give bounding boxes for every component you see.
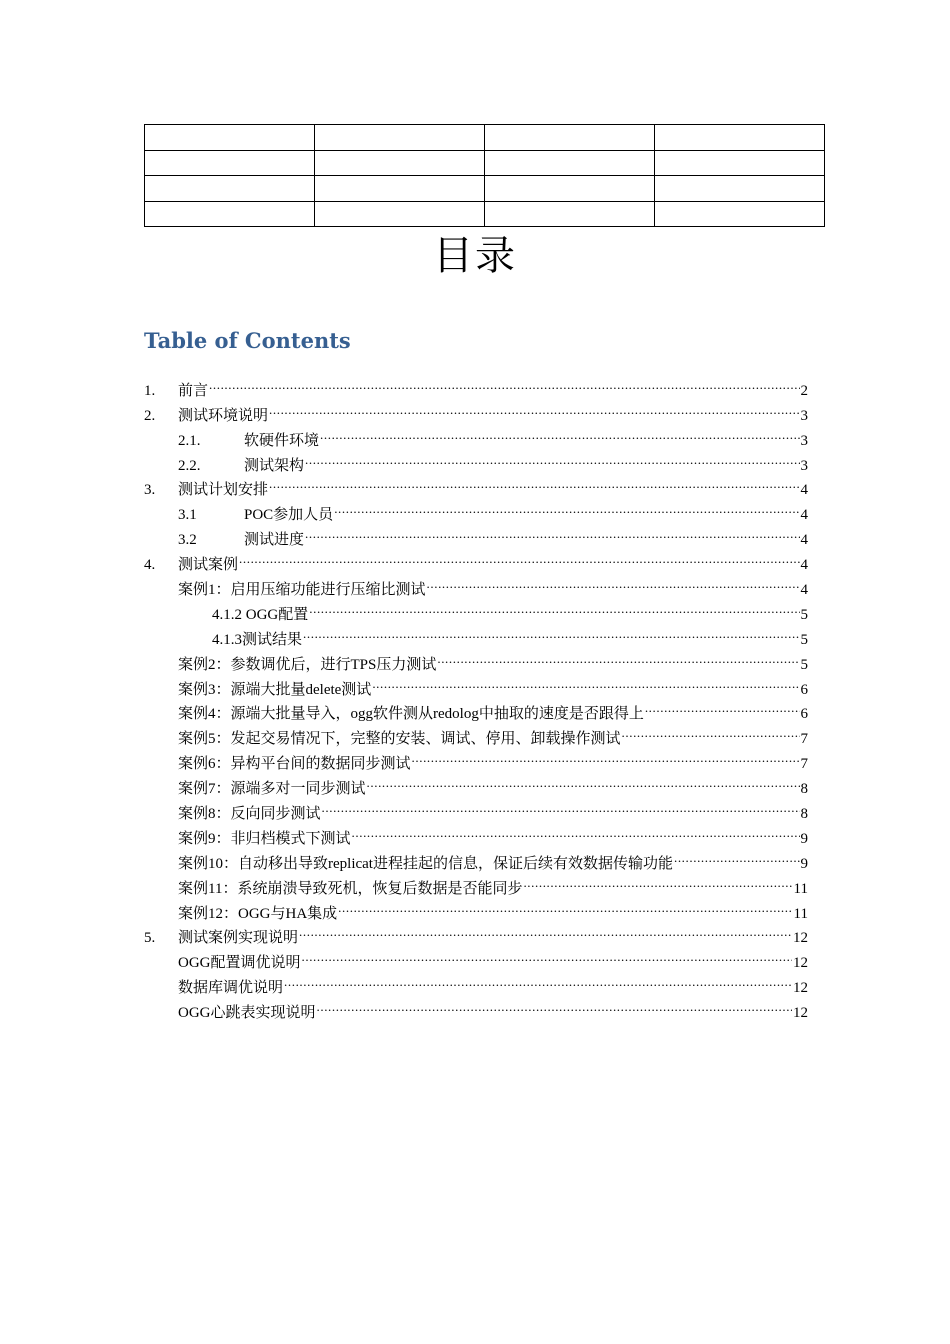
table-row — [145, 176, 825, 202]
toc-page-number: 8 — [800, 806, 808, 823]
dot-leader — [427, 569, 800, 594]
toc-number: 4. — [144, 557, 156, 574]
toc-entry-case-8[interactable] — [144, 793, 808, 823]
table-cell — [145, 125, 315, 151]
table-cell — [485, 201, 655, 227]
dot-leader — [622, 718, 800, 743]
toc-title: 软硬件环境 — [244, 432, 320, 449]
toc-title: 4.1.3测试结果 — [212, 631, 303, 648]
toc-entry-1[interactable] — [144, 370, 808, 399]
table-row — [145, 201, 825, 227]
toc-title: 案例7：源端多对一同步测试 — [178, 781, 366, 798]
toc-heading: Table of Contents — [144, 328, 351, 353]
toc-page-number: 12 — [793, 1005, 808, 1022]
toc-title: 测试环境说明 — [178, 407, 269, 424]
toc-entry-case-3[interactable] — [144, 669, 808, 698]
dot-leader — [309, 594, 799, 619]
toc-number: 2.1. — [178, 432, 201, 449]
toc-title: 案例11：系统崩溃导致死机，恢复后数据是否能同步 — [178, 880, 523, 897]
dot-leader — [305, 519, 799, 544]
table-cell — [655, 176, 825, 202]
dot-leader — [299, 918, 792, 943]
dot-leader — [269, 395, 799, 420]
table-cell — [315, 201, 485, 227]
toc-page-number: 4 — [800, 532, 808, 549]
toc-page-number: 4 — [800, 557, 808, 574]
toc-entry-case-10[interactable] — [144, 843, 808, 872]
toc-entry-2[interactable] — [144, 395, 808, 424]
dot-leader — [317, 992, 793, 1017]
dot-leader — [302, 942, 793, 967]
table-row — [145, 150, 825, 176]
toc-title: 案例3：源端大批量delete测试 — [178, 681, 372, 698]
dot-leader — [239, 544, 799, 569]
toc-title: OGG心跳表实现说明 — [178, 1005, 316, 1022]
toc-entry-case-9[interactable] — [144, 818, 808, 847]
toc-page-number: 3 — [800, 407, 808, 424]
toc-title: 案例8：反向同步测试 — [178, 806, 321, 823]
toc-entry-3-1[interactable] — [144, 494, 808, 524]
toc-page-number: 12 — [793, 980, 808, 997]
toc-page-number: 7 — [800, 731, 808, 748]
toc-entry-db-tuning[interactable] — [144, 967, 808, 997]
toc-entry-5[interactable] — [144, 918, 808, 947]
dot-leader — [645, 694, 800, 719]
toc-entry-3[interactable] — [144, 470, 808, 499]
blank-header-table — [144, 124, 825, 227]
toc-page-number: 6 — [800, 681, 808, 698]
toc-title: 案例4：源端大批量导入，ogg软件测从redolog中抽取的速度是否跟得上 — [178, 706, 644, 723]
toc-page-number: 4 — [800, 582, 808, 599]
table-of-contents — [144, 370, 808, 1022]
toc-page-number: 7 — [800, 756, 808, 773]
toc-number: 3.2 — [178, 532, 197, 549]
table-cell — [655, 150, 825, 176]
dot-leader — [338, 893, 792, 918]
toc-entry-4[interactable] — [144, 544, 808, 574]
dot-leader — [320, 420, 799, 445]
toc-number: 3. — [144, 482, 156, 499]
toc-entry-case-7[interactable] — [144, 768, 808, 798]
toc-title: 测试案例实现说明 — [178, 930, 299, 947]
document-title: 目录 — [433, 233, 517, 279]
toc-title: 案例1：启用压缩功能进行压缩比测试 — [178, 582, 426, 599]
toc-title: 4.1.2 OGG配置 — [212, 606, 309, 623]
toc-page-number: 11 — [793, 880, 808, 897]
table-cell — [655, 201, 825, 227]
toc-number: 1. — [144, 382, 156, 399]
table-row — [145, 125, 825, 151]
dot-leader — [209, 370, 799, 395]
toc-page-number: 5 — [800, 606, 808, 623]
toc-entry-case-2[interactable] — [144, 644, 808, 673]
toc-title: 测试进度 — [244, 532, 305, 549]
toc-title: 案例5：发起交易情况下，完整的安装、调试、停用、卸载操作测试 — [178, 731, 621, 748]
dot-leader — [284, 967, 792, 992]
toc-title: 测试案例 — [178, 557, 239, 574]
table-cell — [315, 176, 485, 202]
toc-title: 测试计划安排 — [178, 482, 269, 499]
dot-leader — [334, 494, 799, 519]
toc-page-number: 4 — [800, 507, 808, 524]
toc-entry-case-11[interactable] — [144, 868, 808, 897]
toc-title: 测试架构 — [244, 457, 305, 474]
dot-leader — [305, 445, 799, 470]
dot-leader — [372, 669, 799, 694]
toc-entry-3-2[interactable] — [144, 519, 808, 549]
toc-entry-4-1-2[interactable] — [144, 594, 808, 623]
toc-title: 案例2：参数调优后，进行TPS压力测试 — [178, 656, 437, 673]
table-cell — [655, 125, 825, 151]
toc-entry-ogg-tuning[interactable] — [144, 942, 808, 972]
dot-leader — [412, 743, 800, 768]
toc-page-number: 5 — [800, 631, 808, 648]
toc-page-number: 11 — [793, 905, 808, 922]
toc-title: OGG配置调优说明 — [178, 955, 301, 972]
toc-page-number: 5 — [800, 656, 808, 673]
table-cell — [485, 125, 655, 151]
table-cell — [315, 125, 485, 151]
dot-leader — [322, 793, 800, 818]
toc-number: 2.2. — [178, 457, 201, 474]
toc-entry-4-1-3[interactable] — [144, 619, 808, 648]
toc-page-number: 3 — [800, 432, 808, 449]
toc-title: 数据库调优说明 — [178, 980, 284, 997]
toc-entry-case-5[interactable] — [144, 718, 808, 748]
toc-page-number: 9 — [800, 830, 808, 847]
toc-entry-case-1[interactable] — [144, 569, 808, 599]
toc-page-number: 12 — [793, 930, 808, 947]
toc-title: 案例9：非归档模式下测试 — [178, 830, 351, 847]
toc-entry-case-4[interactable] — [144, 694, 808, 723]
toc-page-number: 12 — [793, 955, 808, 972]
toc-page-number: 6 — [800, 706, 808, 723]
dot-leader — [269, 470, 799, 495]
table-cell — [485, 176, 655, 202]
toc-title: 案例12：OGG与HA集成 — [178, 905, 338, 922]
dot-leader — [352, 818, 800, 843]
toc-title: 前言 — [178, 382, 209, 399]
dot-leader — [303, 619, 799, 644]
table-cell — [145, 150, 315, 176]
toc-title: POC参加人员 — [244, 507, 334, 524]
toc-page-number: 4 — [800, 482, 808, 499]
table-cell — [145, 201, 315, 227]
dot-leader — [367, 768, 800, 793]
toc-entry-2-1[interactable] — [144, 420, 808, 449]
toc-page-number: 3 — [800, 457, 808, 474]
toc-entry-2-2[interactable] — [144, 445, 808, 474]
table-cell — [485, 150, 655, 176]
toc-number: 5. — [144, 930, 156, 947]
dot-leader — [437, 644, 799, 669]
toc-number: 2. — [144, 407, 156, 424]
toc-title: 案例6：异构平台间的数据同步测试 — [178, 756, 411, 773]
toc-entry-case-12[interactable] — [144, 893, 808, 922]
toc-page-number: 8 — [800, 781, 808, 798]
table-cell — [315, 150, 485, 176]
toc-entry-case-6[interactable] — [144, 743, 808, 773]
toc-page-number: 9 — [800, 855, 808, 872]
toc-title: 案例10：自动移出导致replicat进程挂起的信息，保证后续有效数据传输功能 — [178, 855, 673, 872]
toc-page-number: 2 — [800, 382, 808, 399]
dot-leader — [674, 843, 800, 868]
table-cell — [145, 176, 315, 202]
toc-entry-ogg-heartbeat[interactable] — [144, 992, 808, 1022]
dot-leader — [523, 868, 792, 893]
toc-number: 3.1 — [178, 507, 197, 524]
